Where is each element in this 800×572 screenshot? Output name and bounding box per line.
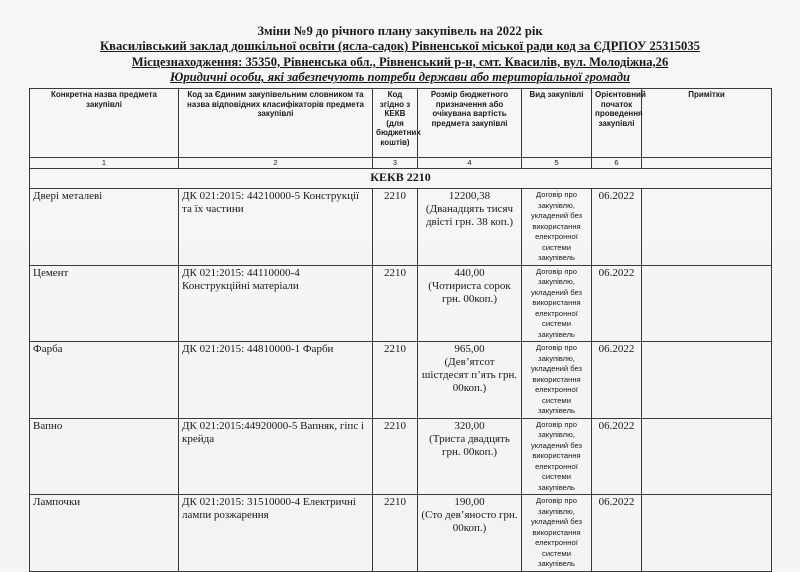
item-kekv: 2210 (373, 342, 418, 419)
item-amount-words: (Сто дев’яносто грн. 00коп.) (421, 509, 518, 534)
item-name: Двері металеві (30, 189, 179, 266)
item-name: Фарба (30, 342, 179, 419)
item-notes (642, 495, 772, 572)
item-amount-words: (Чотириста сорок грн. 00коп.) (428, 279, 511, 305)
item-amount-cell (418, 342, 522, 419)
column-number (642, 158, 772, 169)
section-row (30, 169, 772, 189)
item-name: Лампочки (30, 495, 179, 572)
item-amount: 440,00 (454, 266, 485, 279)
item-start-date: 06.2022 (592, 342, 642, 419)
item-amount-cell (418, 189, 522, 266)
item-amount: 965,00 (454, 343, 485, 355)
item-amount: 190,00 (454, 496, 485, 508)
item-kekv: 2210 (373, 189, 418, 266)
item-kekv: 2210 (373, 418, 418, 495)
item-notes (642, 189, 772, 266)
column-header-notes: Примітки (642, 89, 772, 158)
column-header-start: Орієнтовний початок проведення закупівлі (592, 89, 642, 158)
item-code: ДК 021:2015: 31510000-4 Електричні лампи розжарення (179, 495, 373, 572)
section-title: КЕКВ 2210 (30, 169, 772, 189)
table-header-row (30, 89, 772, 158)
item-type: Договір про закупівлю, укладений без використання електронної системи закупівель (522, 418, 592, 495)
table-row (30, 265, 772, 342)
item-kekv: 2210 (373, 265, 418, 342)
column-header-type: Вид закупівлі (522, 89, 592, 158)
table-row (30, 495, 772, 572)
item-amount-words: (Триста двадцять грн. 00коп.) (429, 432, 510, 458)
column-header-kekv: Код згідно з КЕКВ (для бюджетних коштів) (373, 89, 418, 158)
table-row (30, 342, 772, 419)
item-amount-cell (418, 495, 522, 572)
item-code: ДК 021:2015: 44810000-1 Фарби (179, 342, 373, 419)
column-number-row (30, 158, 772, 169)
item-type: Договір про закупівлю, укладений без використання електронної системи закупівель (522, 342, 592, 419)
organization-address: Місцезнаходження: 35350, Рівненська обл., Рівненський р-н, смт. Квасилів, вул. Молодіжна,26 (131, 54, 669, 69)
column-header-amount: Розмір бюджетного призначення або очікувана вартість предмета закупівлі (418, 89, 522, 158)
table-row (30, 418, 772, 495)
item-amount-words: (Дев’ятсот шістдесят п’ять грн. 00коп.) (421, 356, 518, 394)
column-number: 3 (373, 158, 418, 169)
item-start-date: 06.2022 (592, 418, 642, 495)
column-number: 1 (30, 158, 179, 169)
item-code: ДК 021:2015: 44210000-5 Конструкції та їх частини (179, 189, 373, 266)
column-header-code: Код за Єдиним закупівельним словником та назва відповідних класифікаторів предмета закупівлі (179, 89, 373, 158)
organization-name: Квасилівський заклад дошкільної освіти (ясла-садок) Рівненської міської ради код за ЄДРПОУ 25315035 (100, 39, 700, 54)
organization-category: Юридичні особи, які забезпечують потреби держави або територіальної громади (170, 70, 630, 85)
procurement-table (29, 88, 772, 572)
item-amount-cell (418, 265, 522, 342)
item-code: ДК 021:2015:44920000-5 Вапняк, гіпс і крейда (179, 418, 373, 495)
column-number: 6 (592, 158, 642, 169)
item-code: ДК 021:2015: 44110000-4 Конструкційні матеріали (179, 265, 373, 342)
item-notes (642, 265, 772, 342)
item-start-date: 06.2022 (592, 189, 642, 266)
item-start-date: 06.2022 (592, 495, 642, 572)
item-amount: 12200,38 (448, 190, 491, 202)
document-header (0, 24, 800, 86)
item-type: Договір про закупівлю, укладений без використання електронної системи закупівель (522, 265, 592, 342)
table-row (30, 189, 772, 266)
column-number: 4 (418, 158, 522, 169)
item-type: Договір про закупівлю, укладений без використання електронної системи закупівель (522, 189, 592, 266)
column-header-item-name: Конкретна назва предмета закупівлі (30, 89, 179, 158)
column-number: 5 (522, 158, 592, 169)
item-amount-cell (418, 418, 522, 495)
item-amount: 320,00 (454, 419, 485, 432)
item-type: Договір про закупівлю, укладений без використання електронної системи закупівель (522, 495, 592, 572)
document-title: Зміни №9 до річного плану закупівель на 2022 рік (257, 24, 543, 38)
item-name: Цемент (30, 265, 179, 342)
column-number: 2 (179, 158, 373, 169)
item-start-date: 06.2022 (592, 265, 642, 342)
item-kekv: 2210 (373, 495, 418, 572)
item-amount-words: (Дванадцять тисяч двісті грн. 38 коп.) (425, 203, 514, 228)
item-name: Вапно (30, 418, 179, 495)
item-notes (642, 342, 772, 419)
item-notes (642, 418, 772, 495)
